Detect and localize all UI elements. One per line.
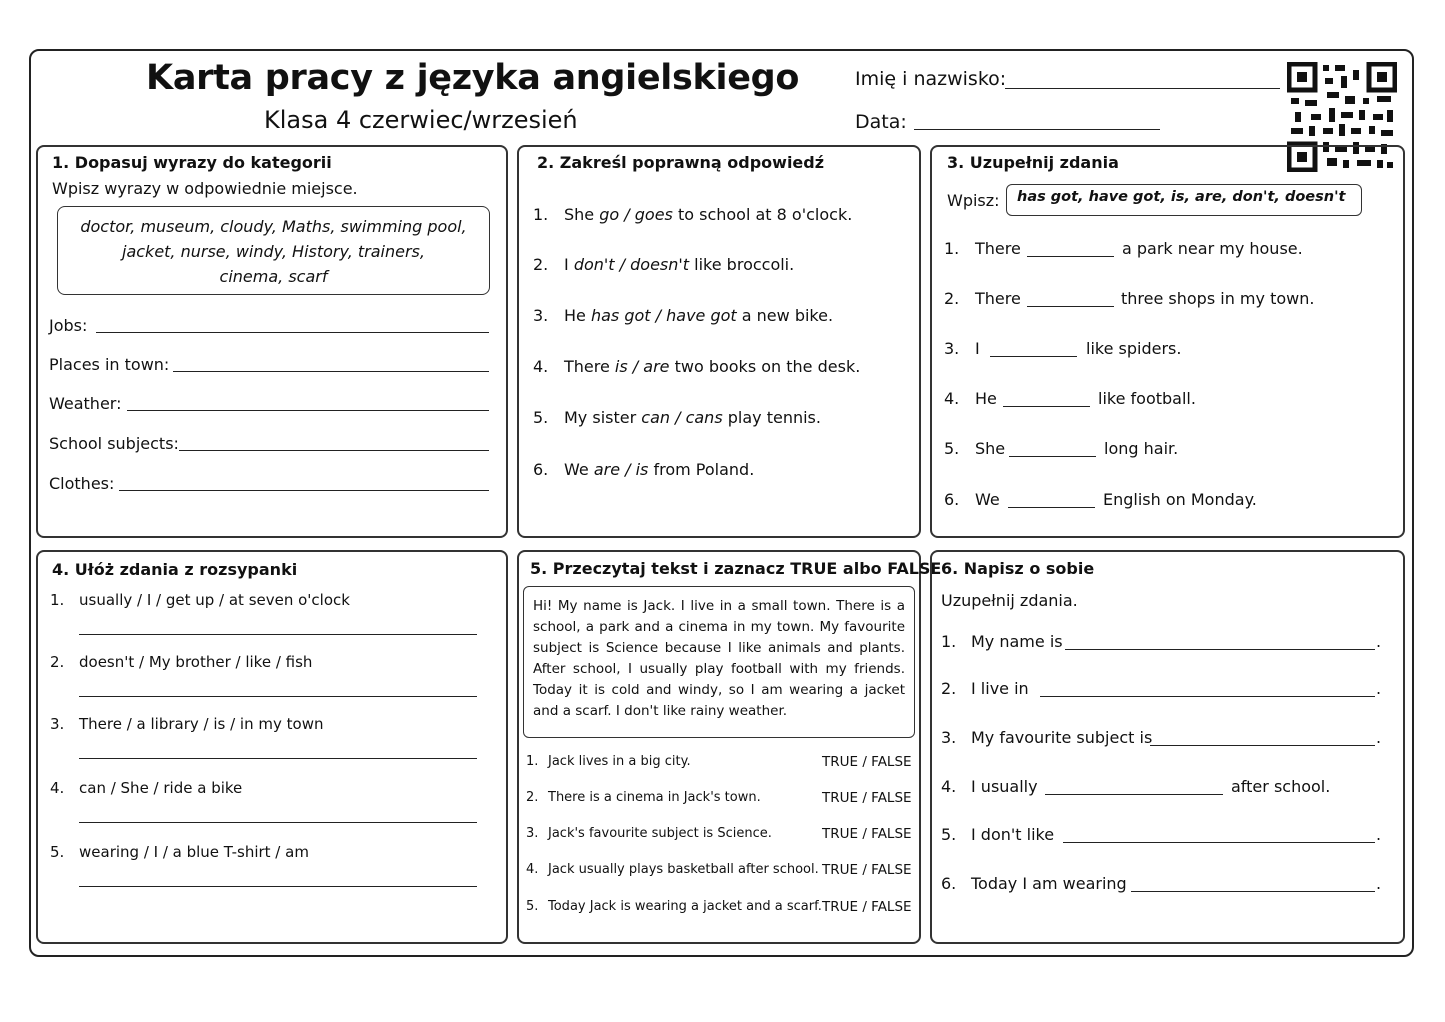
sentence-start: He (564, 306, 591, 325)
sentence-start: I usually (971, 777, 1038, 796)
item-number: 6. (533, 460, 549, 479)
sentence-end: . (1376, 728, 1382, 747)
answer-blank[interactable] (1009, 456, 1096, 457)
answer-line[interactable] (79, 634, 477, 635)
sentence-start: We (975, 490, 1000, 509)
answer-blank[interactable] (1131, 891, 1375, 892)
item-number: 4. (941, 777, 957, 796)
item-number: 4. (533, 357, 549, 376)
section-1-title: 1. Dopasuj wyrazy do kategorii (52, 153, 332, 172)
choice-sentence (564, 357, 860, 376)
sentence-start: My name is (971, 632, 1063, 651)
section-4-title: 4. Ułóż zdania z rozsypanki (52, 560, 298, 579)
category-field-subjects[interactable] (179, 450, 489, 451)
choice-sentence (564, 255, 794, 274)
answer-line[interactable] (79, 822, 477, 823)
section-2-title: 2. Zakreśl poprawną odpowiedź (537, 153, 825, 172)
item-number: 1. (50, 591, 65, 609)
answer-blank[interactable] (1027, 256, 1114, 257)
item-number: 1. (533, 205, 549, 224)
choice-sentence (564, 408, 821, 427)
reading-text: Hi! My name is Jack. I live in a small town. There is a school, a park and a cinema in my town. My favourite subject is Science because I like animals and plants. After school, I usually play football with my friends. Today it is cold and windy, so I am wearing a jacket and a scarf. I don't like rainy weather. (523, 586, 915, 738)
sentence-end: play tennis. (722, 408, 821, 427)
sentence-end: after school. (1231, 777, 1331, 796)
sentence-start: There (975, 239, 1021, 258)
item-number: 3. (941, 728, 957, 747)
choice-options[interactable]: is / are (614, 357, 670, 376)
choice-sentence (564, 306, 833, 325)
answer-blank[interactable] (1150, 745, 1375, 746)
sentence-end: like football. (1098, 389, 1196, 408)
section-4-box (36, 550, 508, 944)
sentence-start: My sister (564, 408, 642, 427)
section-6-title: 6. Napisz o sobie (941, 559, 1095, 578)
item-number: 2. (526, 790, 539, 805)
section-3-wpisz-label: Wpisz: (947, 191, 1000, 210)
true-false-choice[interactable]: TRUE / FALSE (822, 826, 912, 842)
statement: Jack usually plays basketball after school. (548, 862, 819, 877)
item-number: 3. (533, 306, 549, 325)
category-field-places[interactable] (173, 371, 489, 372)
item-number: 1. (526, 754, 539, 769)
sentence-end: to school at 8 o'clock. (672, 205, 853, 224)
name-label: Imię i nazwisko: (855, 68, 1007, 90)
sentence-end: . (1376, 632, 1382, 651)
choice-sentence (564, 205, 852, 224)
item-number: 5. (50, 843, 65, 861)
section-3-title: 3. Uzupełnij zdania (947, 153, 1119, 172)
sentence-end: . (1376, 874, 1382, 893)
item-number: 5. (533, 408, 549, 427)
choice-sentence (564, 460, 754, 479)
scrambled-words: wearing / I / a blue T-shirt / am (79, 843, 309, 861)
statement: Jack's favourite subject is Science. (548, 826, 772, 841)
choice-options[interactable]: has got / have got (590, 306, 737, 325)
item-number: 4. (526, 862, 539, 877)
item-number: 5. (944, 439, 960, 458)
answer-line[interactable] (79, 696, 477, 697)
sentence-start: She (564, 205, 600, 224)
word-bank (57, 206, 490, 295)
sentence-start: Today I am wearing (971, 874, 1127, 893)
word-bank-line: jacket, nurse, windy, History, trainers, (122, 242, 425, 261)
category-field-jobs[interactable] (96, 332, 489, 333)
section-6-instruction: Uzupełnij zdania. (941, 591, 1078, 610)
true-false-choice[interactable]: TRUE / FALSE (822, 754, 912, 770)
category-label-jobs: Jobs: (49, 316, 88, 335)
category-label-subjects: School subjects: (49, 434, 179, 453)
answer-blank[interactable] (1027, 306, 1114, 307)
answer-line[interactable] (79, 886, 477, 887)
sentence-end: long hair. (1104, 439, 1179, 458)
answer-blank[interactable] (1008, 507, 1095, 508)
item-number: 4. (50, 779, 65, 797)
sentence-end: two books on the desk. (669, 357, 861, 376)
sentence-start: We (564, 460, 594, 479)
item-number: 3. (944, 339, 960, 358)
true-false-choice[interactable]: TRUE / FALSE (822, 899, 912, 915)
sentence-start: There (564, 357, 615, 376)
statement: There is a cinema in Jack's town. (548, 790, 761, 805)
scrambled-words: can / She / ride a bike (79, 779, 243, 797)
answer-blank[interactable] (1003, 406, 1090, 407)
item-number: 3. (526, 826, 539, 841)
item-number: 6. (941, 874, 957, 893)
choice-options[interactable]: don't / doesn't (573, 255, 690, 274)
sentence-start: I don't like (971, 825, 1055, 844)
sentence-end: English on Monday. (1103, 490, 1257, 509)
category-label-clothes: Clothes: (49, 474, 115, 493)
sentence-start: My favourite subject is (971, 728, 1153, 747)
true-false-choice[interactable]: TRUE / FALSE (822, 790, 912, 806)
scrambled-words: doesn't / My brother / like / fish (79, 653, 313, 671)
sentence-start: I (564, 255, 574, 274)
choice-options[interactable]: are / is (593, 460, 649, 479)
sentence-end: three shops in my town. (1121, 289, 1315, 308)
item-number: 5. (941, 825, 957, 844)
item-number: 2. (533, 255, 549, 274)
item-number: 6. (944, 490, 960, 509)
section-1-instruction: Wpisz wyrazy w odpowiednie miejsce. (52, 179, 358, 198)
sentence-end: from Poland. (648, 460, 755, 479)
statement: Jack lives in a big city. (548, 754, 691, 769)
name-field[interactable] (1005, 88, 1280, 89)
page-title: Karta pracy z języka angielskiego (146, 58, 800, 98)
sentence-end: . (1376, 679, 1382, 698)
choice-options[interactable]: can / cans (641, 408, 723, 427)
scrambled-words: There / a library / is / in my town (79, 715, 324, 733)
sentence-start: I live in (971, 679, 1029, 698)
true-false-choice[interactable]: TRUE / FALSE (822, 862, 912, 878)
answer-line[interactable] (79, 758, 477, 759)
sentence-end: a park near my house. (1122, 239, 1303, 258)
sentence-end: a new bike. (736, 306, 834, 325)
category-field-weather[interactable] (127, 410, 489, 411)
scrambled-words: usually / I / get up / at seven o'clock (79, 591, 350, 609)
answer-blank[interactable] (1065, 649, 1375, 650)
word-bank-line: doctor, museum, cloudy, Maths, swimming pool, (80, 217, 467, 236)
word-bank-line: cinema, scarf (219, 267, 328, 286)
category-label-weather: Weather: (49, 394, 122, 413)
item-number: 2. (944, 289, 960, 308)
category-field-clothes[interactable] (119, 490, 489, 491)
sentence-start: She (975, 439, 1006, 458)
section-5-title: 5. Przeczytaj tekst i zaznacz TRUE albo FALSE (530, 559, 942, 578)
item-number: 3. (50, 715, 65, 733)
date-label: Data: (855, 111, 907, 133)
page-subtitle: Klasa 4 czerwiec/wrzesień (264, 106, 578, 134)
answer-blank[interactable] (1045, 794, 1223, 795)
category-label-places: Places in town: (49, 355, 170, 374)
item-number: 5. (526, 899, 539, 914)
sentence-end: . (1376, 825, 1382, 844)
item-number: 2. (941, 679, 957, 698)
statement: Today Jack is wearing a jacket and a scarf. (548, 899, 822, 914)
word-options: has got, have got, is, are, don't, doesn't (1006, 184, 1362, 216)
sentence-end: like broccoli. (689, 255, 795, 274)
section-2-box (517, 145, 921, 538)
answer-blank[interactable] (1040, 696, 1375, 697)
sentence-start: There (975, 289, 1021, 308)
answer-blank[interactable] (990, 356, 1077, 357)
sentence-start: He (975, 389, 997, 408)
item-number: 2. (50, 653, 65, 671)
date-field[interactable] (914, 129, 1160, 130)
item-number: 1. (944, 239, 960, 258)
answer-blank[interactable] (1063, 842, 1375, 843)
sentence-start: I (975, 339, 980, 358)
sentence-end: like spiders. (1086, 339, 1182, 358)
choice-options[interactable]: go / goes (599, 205, 673, 224)
item-number: 4. (944, 389, 960, 408)
item-number: 1. (941, 632, 957, 651)
